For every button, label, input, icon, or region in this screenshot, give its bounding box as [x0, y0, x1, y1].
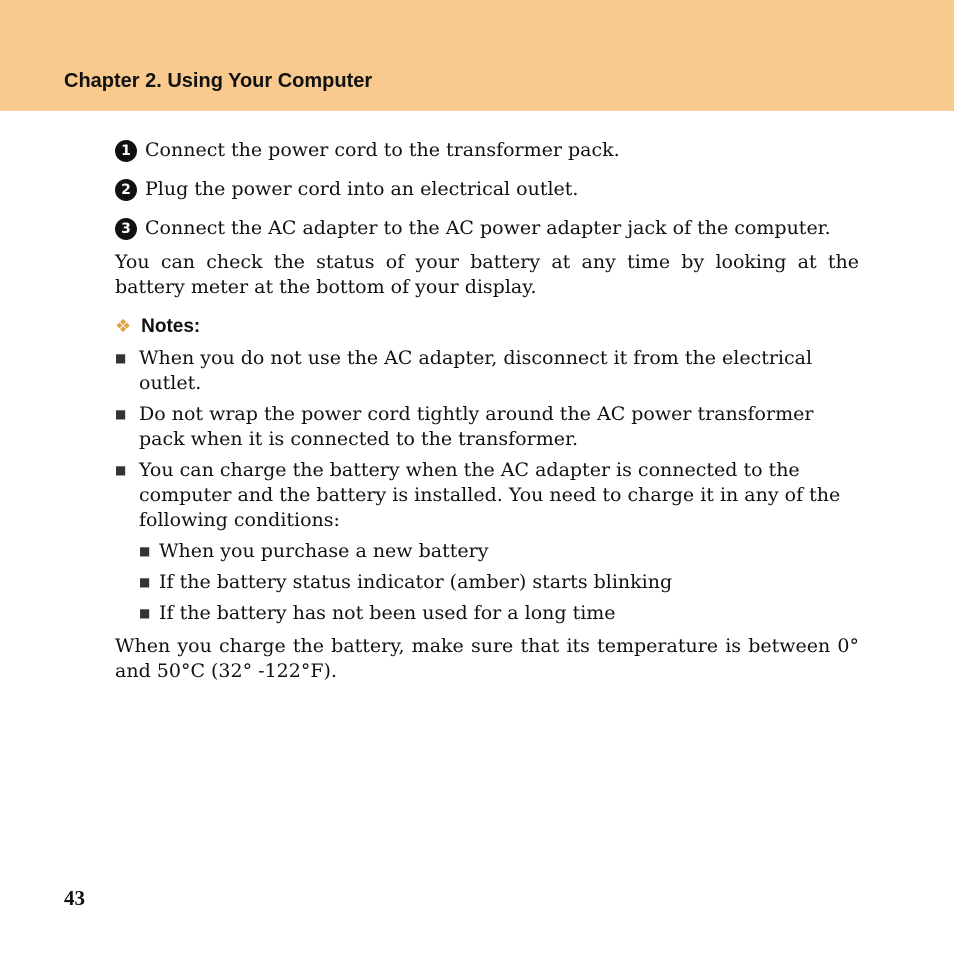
condition-item: [139, 570, 859, 595]
note-item: [115, 402, 859, 452]
notes-list: [115, 346, 859, 533]
step-number-badge: 2: [115, 179, 137, 201]
square-bullet-icon: ■: [115, 407, 127, 421]
diamond-cluster-icon: ❖: [115, 316, 132, 336]
step-3: [115, 214, 859, 253]
condition-item: [139, 539, 859, 564]
square-bullet-icon: ■: [115, 351, 127, 365]
step-text: Plug the power cord into an electrical outlet.: [145, 178, 579, 200]
step-1: [115, 136, 859, 175]
step-text: Connect the power cord to the transformer pack.: [145, 139, 620, 161]
square-bullet-icon: ■: [139, 544, 151, 558]
chapter-header-band: [0, 0, 954, 111]
condition-text: If the battery has not been used for a long time: [159, 602, 616, 624]
note-item: [115, 458, 859, 533]
step-text: Connect the AC adapter to the AC power adapter jack of the computer.: [145, 217, 831, 239]
notes-heading-label: Notes:: [141, 316, 201, 337]
battery-status-paragraph: You can check the status of your battery at any time by looking at the battery meter at the bottom of your display.: [115, 251, 859, 298]
square-bullet-icon: ■: [139, 606, 151, 620]
page-content: [115, 136, 859, 684]
note-text: You can charge the battery when the AC adapter is connected to the computer and the battery is installed. You need to charge it in any of the following conditions:: [139, 459, 841, 531]
step-number-badge: 3: [115, 218, 137, 240]
temperature-paragraph: When you charge the battery, make sure that its temperature is between 0° and 50°C (32° -122°F).: [115, 635, 859, 682]
note-item: [115, 346, 859, 396]
condition-item: [139, 601, 859, 626]
step-2: [115, 175, 859, 214]
note-text: Do not wrap the power cord tightly around the AC power transformer pack when it is connected to the transformer.: [139, 403, 814, 450]
step-number-badge: 1: [115, 140, 137, 162]
condition-text: If the battery status indicator (amber) starts blinking: [159, 571, 673, 593]
page-number: 43: [64, 886, 85, 910]
notes-heading: [115, 312, 859, 340]
charge-conditions-list: [139, 539, 859, 626]
chapter-title: Chapter 2. Using Your Computer: [64, 70, 373, 92]
square-bullet-icon: ■: [139, 575, 151, 589]
condition-text: When you purchase a new battery: [159, 540, 489, 562]
square-bullet-icon: ■: [115, 463, 127, 477]
note-text: When you do not use the AC adapter, disconnect it from the electrical outlet.: [139, 347, 813, 394]
